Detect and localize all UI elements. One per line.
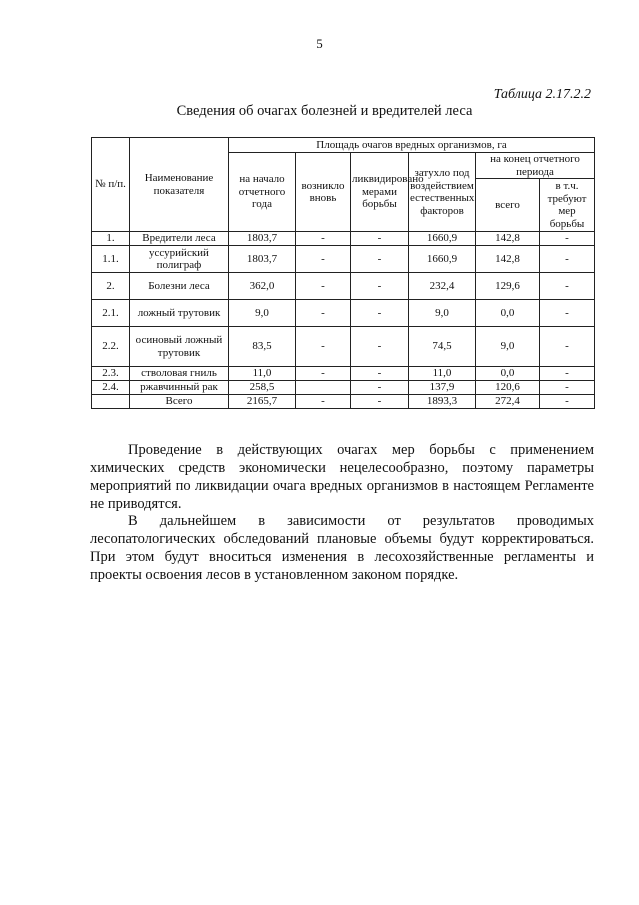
- cell-start: 362,0: [229, 273, 296, 300]
- cell-total: 120,6: [476, 381, 540, 395]
- header-total: всего: [476, 179, 540, 232]
- cell-liquidated: -: [351, 395, 409, 409]
- cell-faded: 9,0: [409, 300, 476, 327]
- cell-start: 2165,7: [229, 395, 296, 409]
- cell-requiring: -: [540, 246, 595, 273]
- cell-total: 272,4: [476, 395, 540, 409]
- cell-liquidated: -: [351, 381, 409, 395]
- cell-name: ржавчинный рак: [130, 381, 229, 395]
- header-start: на начало отчетного года: [229, 153, 296, 232]
- cell-faded: 11,0: [409, 367, 476, 381]
- table-row: [92, 273, 595, 300]
- cell-num: [92, 395, 130, 409]
- cell-new: -: [296, 232, 351, 246]
- cell-faded: 1893,3: [409, 395, 476, 409]
- cell-start: 11,0: [229, 367, 296, 381]
- header-end-group: на конец отчетного периода: [476, 153, 595, 179]
- cell-total: 142,8: [476, 246, 540, 273]
- cell-requiring: -: [540, 300, 595, 327]
- table-row: [92, 300, 595, 327]
- cell-new: -: [296, 273, 351, 300]
- cell-name: уссурийский полиграф: [130, 246, 229, 273]
- table-row: [92, 246, 595, 273]
- cell-requiring: -: [540, 367, 595, 381]
- cell-liquidated: -: [351, 327, 409, 367]
- header-new: возникло вновь: [296, 153, 351, 232]
- pest-disease-table: [91, 137, 595, 409]
- cell-requiring: -: [540, 273, 595, 300]
- cell-new: -: [296, 327, 351, 367]
- cell-faded: 137,9: [409, 381, 476, 395]
- cell-num: 2.1.: [92, 300, 130, 327]
- cell-num: 2.: [92, 273, 130, 300]
- cell-new: -: [296, 300, 351, 327]
- paragraph-chemical-measures: Проведение в действующих очагах мер борьбы с применением химических средств экономически нецелесообразно, поэтому параметры мероприятий по ликвидации очага вредных организмов в настоящем Регламенте не приводятся.: [90, 442, 594, 512]
- cell-new: -: [296, 367, 351, 381]
- header-num: № п/п.: [92, 138, 130, 232]
- cell-faded: 232,4: [409, 273, 476, 300]
- header-faded: затухло под воздействием естественных факторов: [409, 153, 476, 232]
- cell-liquidated: -: [351, 246, 409, 273]
- header-liquidated: ликвидировано мерами борьбы: [351, 153, 409, 232]
- cell-start: 83,5: [229, 327, 296, 367]
- cell-faded: 1660,9: [409, 246, 476, 273]
- cell-total: 129,6: [476, 273, 540, 300]
- paragraph-future-adjustments: В дальнейшем в зависимости от результатов проводимых лесопатологических обследований плановые объемы будут корректироваться. При этом будут вноситься изменения в лесохозяйственные регламенты и проекты освоения лесов в установленном законом порядке.: [90, 513, 594, 583]
- cell-liquidated: -: [351, 273, 409, 300]
- header-name: Наименование показателя: [130, 138, 229, 232]
- cell-name: Всего: [130, 395, 229, 409]
- cell-name: Вредители леса: [130, 232, 229, 246]
- cell-faded: 74,5: [409, 327, 476, 367]
- cell-requiring: -: [540, 232, 595, 246]
- table-caption: Таблица 2.17.2.2: [493, 87, 591, 102]
- cell-num: 2.3.: [92, 367, 130, 381]
- cell-start: 258,5: [229, 381, 296, 395]
- cell-new: [296, 381, 351, 395]
- cell-total: 142,8: [476, 232, 540, 246]
- cell-num: 1.1.: [92, 246, 130, 273]
- cell-num: 1.: [92, 232, 130, 246]
- cell-num: 2.4.: [92, 381, 130, 395]
- cell-new: -: [296, 246, 351, 273]
- cell-total: 0,0: [476, 300, 540, 327]
- cell-start: 1803,7: [229, 232, 296, 246]
- cell-requiring: -: [540, 327, 595, 367]
- cell-num: 2.2.: [92, 327, 130, 367]
- cell-liquidated: -: [351, 232, 409, 246]
- table-row: [92, 327, 595, 367]
- cell-name: стволовая гниль: [130, 367, 229, 381]
- table-row-total: [92, 395, 595, 409]
- cell-name: осиновый ложный трутовик: [130, 327, 229, 367]
- page-number: 5: [316, 36, 323, 51]
- cell-new: -: [296, 395, 351, 409]
- table-row: [92, 381, 595, 395]
- table-title: Сведения об очагах болезней и вредителей леса: [176, 103, 473, 119]
- cell-name: Болезни леса: [130, 273, 229, 300]
- table-row: [92, 232, 595, 246]
- cell-liquidated: -: [351, 367, 409, 381]
- header-requiring: в т.ч. требуют мер борьбы: [540, 179, 595, 232]
- cell-faded: 1660,9: [409, 232, 476, 246]
- cell-total: 9,0: [476, 327, 540, 367]
- header-area-group: Площадь очагов вредных организмов, га: [229, 138, 595, 153]
- cell-requiring: -: [540, 395, 595, 409]
- cell-total: 0,0: [476, 367, 540, 381]
- cell-liquidated: -: [351, 300, 409, 327]
- cell-start: 1803,7: [229, 246, 296, 273]
- table-row: [92, 367, 595, 381]
- cell-start: 9,0: [229, 300, 296, 327]
- cell-name: ложный трутовик: [130, 300, 229, 327]
- cell-requiring: -: [540, 381, 595, 395]
